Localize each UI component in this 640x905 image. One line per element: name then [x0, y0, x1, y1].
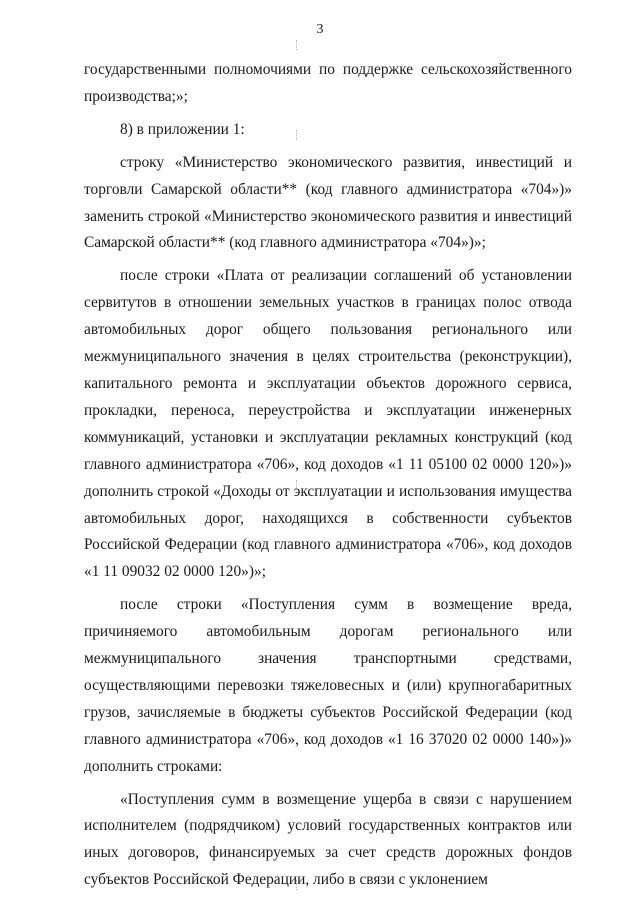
paragraph-after-servitude: после строки «Плата от реализации соглашений об установлении сервитутов в отношении земельных участков в границах полос отвода автомобильных дорог общего пользования регионального или межмуниципального значения в целях строительства (реконструкции), капитального ремонта и эксплуатации объектов дорожного сервиса, прокладки, переноса, переустройства и эксплуатации инженерных коммуникаций, установки и эксплуатации рекламных конструкций (код главного администратора «706», код доходов «1 11 05100 02 0000 120»)» дополнить строкой «Доходы от эксплуатации и использования имущества автомобильных дорог, находящихся в собственности субъектов Российской Федерации (код главного администратора «706», код доходов «1 11 09032 02 0000 120»)»;: [84, 267, 572, 581]
paragraph-new-rows: «Поступления сумм в возмещение ущерба в связи с нарушением исполнителем (подрядчиком) условий государственных контрактов или иных договоров, финансируемых за счет средств дорожных фондов субъектов Российской Федерации, либо в связи с уклонением: [84, 790, 572, 889]
paragraph-replace-ministry: строку «Министерство экономического развития, инвестиций и торговли Самарской области** (код главного администратора «704»)» заменить строкой «Министерство экономического развития и инвестиций Самарской области** (код главного администратора «704»)»;: [84, 153, 572, 252]
page-number: 3: [316, 22, 324, 37]
paragraph-item-8: 8) в приложении 1:: [120, 120, 245, 138]
paragraph-continuation: государственными полномочиями по поддержке сельскохозяйственного производства;»;: [84, 61, 572, 105]
fold-mark: [296, 40, 298, 50]
paragraph-after-damage-compensation: после строки «Поступления сумм в возмещение вреда, причиняемого автомобильным дорогам регионального или межмуниципального значения транспортными средствами, осуществляющими перевозки тяжеловесных и (или) крупногабаритных грузов, зачисляемые в бюджеты субъектов Российской Федерации (код главного администратора «706», код доходов «1 16 37020 02 0000 140»)» дополнить строками:: [84, 596, 572, 775]
document-body: [84, 57, 572, 900]
